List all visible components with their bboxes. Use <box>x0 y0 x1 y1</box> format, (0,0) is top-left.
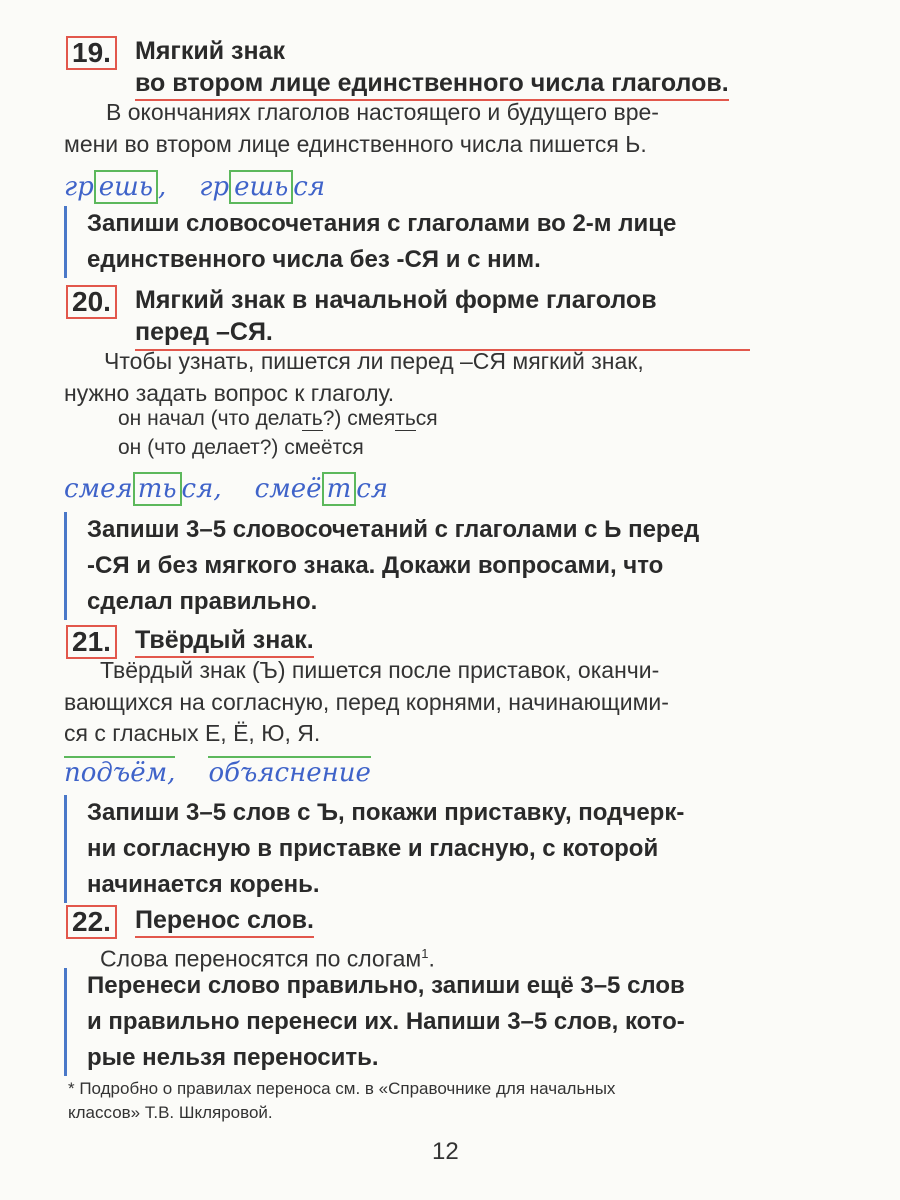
section-20-example1: он начал (что делать?) смеяться <box>118 407 438 430</box>
footnote-line2: классов» Т.В. Шкляровой. <box>68 1103 273 1122</box>
section-19-heading-line1: Мягкий знак <box>135 37 285 65</box>
section-20-handwriting-example: смея ть ся, смеё т ся <box>64 474 388 504</box>
section-19-rule-line1: В окончаниях глаголов настоящего и будущего вре- <box>106 99 659 125</box>
section-19-number: 19. <box>66 36 117 70</box>
footnote-marker: 1 <box>421 946 429 961</box>
page-number: 12 <box>432 1138 459 1165</box>
section-20-example2: он (что делает?) смеётся <box>118 436 364 459</box>
section-20-task: Запиши 3–5 словосочетаний с глаголами с Ь перед -СЯ и без мягкого знака. Докажи вопросами, что сделал правильно. <box>64 512 842 620</box>
section-20-number: 20. <box>66 285 117 319</box>
ending-highlight: ешь <box>94 170 158 204</box>
section-19-rule-line2: мени во втором лице единственного числа пишется Ь. <box>64 131 647 157</box>
section-19-task: Запиши словосочетания с глаголами во 2-м лице единственного числа без -СЯ и с ним. <box>64 206 842 278</box>
section-21-handwriting-example: подъём, объяснение <box>64 758 371 788</box>
ending-highlight: т <box>322 472 357 506</box>
section-21-task: Запиши 3–5 слов с Ъ, покажи приставку, подчерк- ни согласную в приставке и гласную, с которой начинается корень. <box>64 795 842 903</box>
section-22-task: Перенеси слово правильно, запиши ещё 3–5 слов и правильно перенеси их. Напиши 3–5 слов, кото- рые нельзя переносить. <box>64 968 842 1076</box>
section-21-rule-line2: вающихся на согласную, перед корнями, начинающими- <box>64 689 669 715</box>
section-19-handwriting-example: гр ешь , гр ешь ся <box>64 172 326 202</box>
section-22-number: 22. <box>66 905 117 939</box>
section-22-rule: Слова переносятся по слогам$^1$. <box>100 945 435 972</box>
footnote-line1: * Подробно о правилах переноса см. в «Справочнике для начальных <box>68 1079 616 1098</box>
section-21-heading: Твёрдый знак. <box>135 625 314 655</box>
section-22-heading: Перенос слов. <box>135 905 314 935</box>
section-19-heading-line2: во втором лице единственного числа глаголов. <box>135 68 729 98</box>
section-21-rule-line1: Твёрдый знак (Ъ) пишется после приставок, оканчи- <box>100 657 660 683</box>
section-21-rule-line3: ся с гласных Е, Ё, Ю, Я. <box>64 720 321 746</box>
section-21-number: 21. <box>66 625 117 659</box>
section-20-rule-line2: нужно задать вопрос к глаголу. <box>64 380 395 406</box>
section-20-heading-line2: перед –СЯ. <box>135 317 750 351</box>
section-20-heading-line1: Мягкий знак в начальной форме глаголов <box>135 286 657 314</box>
section-20-rule-line1: Чтобы узнать, пишется ли перед –СЯ мягкий знак, <box>104 348 644 374</box>
ending-highlight: ешь <box>229 170 293 204</box>
suffix-highlight: ть <box>133 472 182 506</box>
